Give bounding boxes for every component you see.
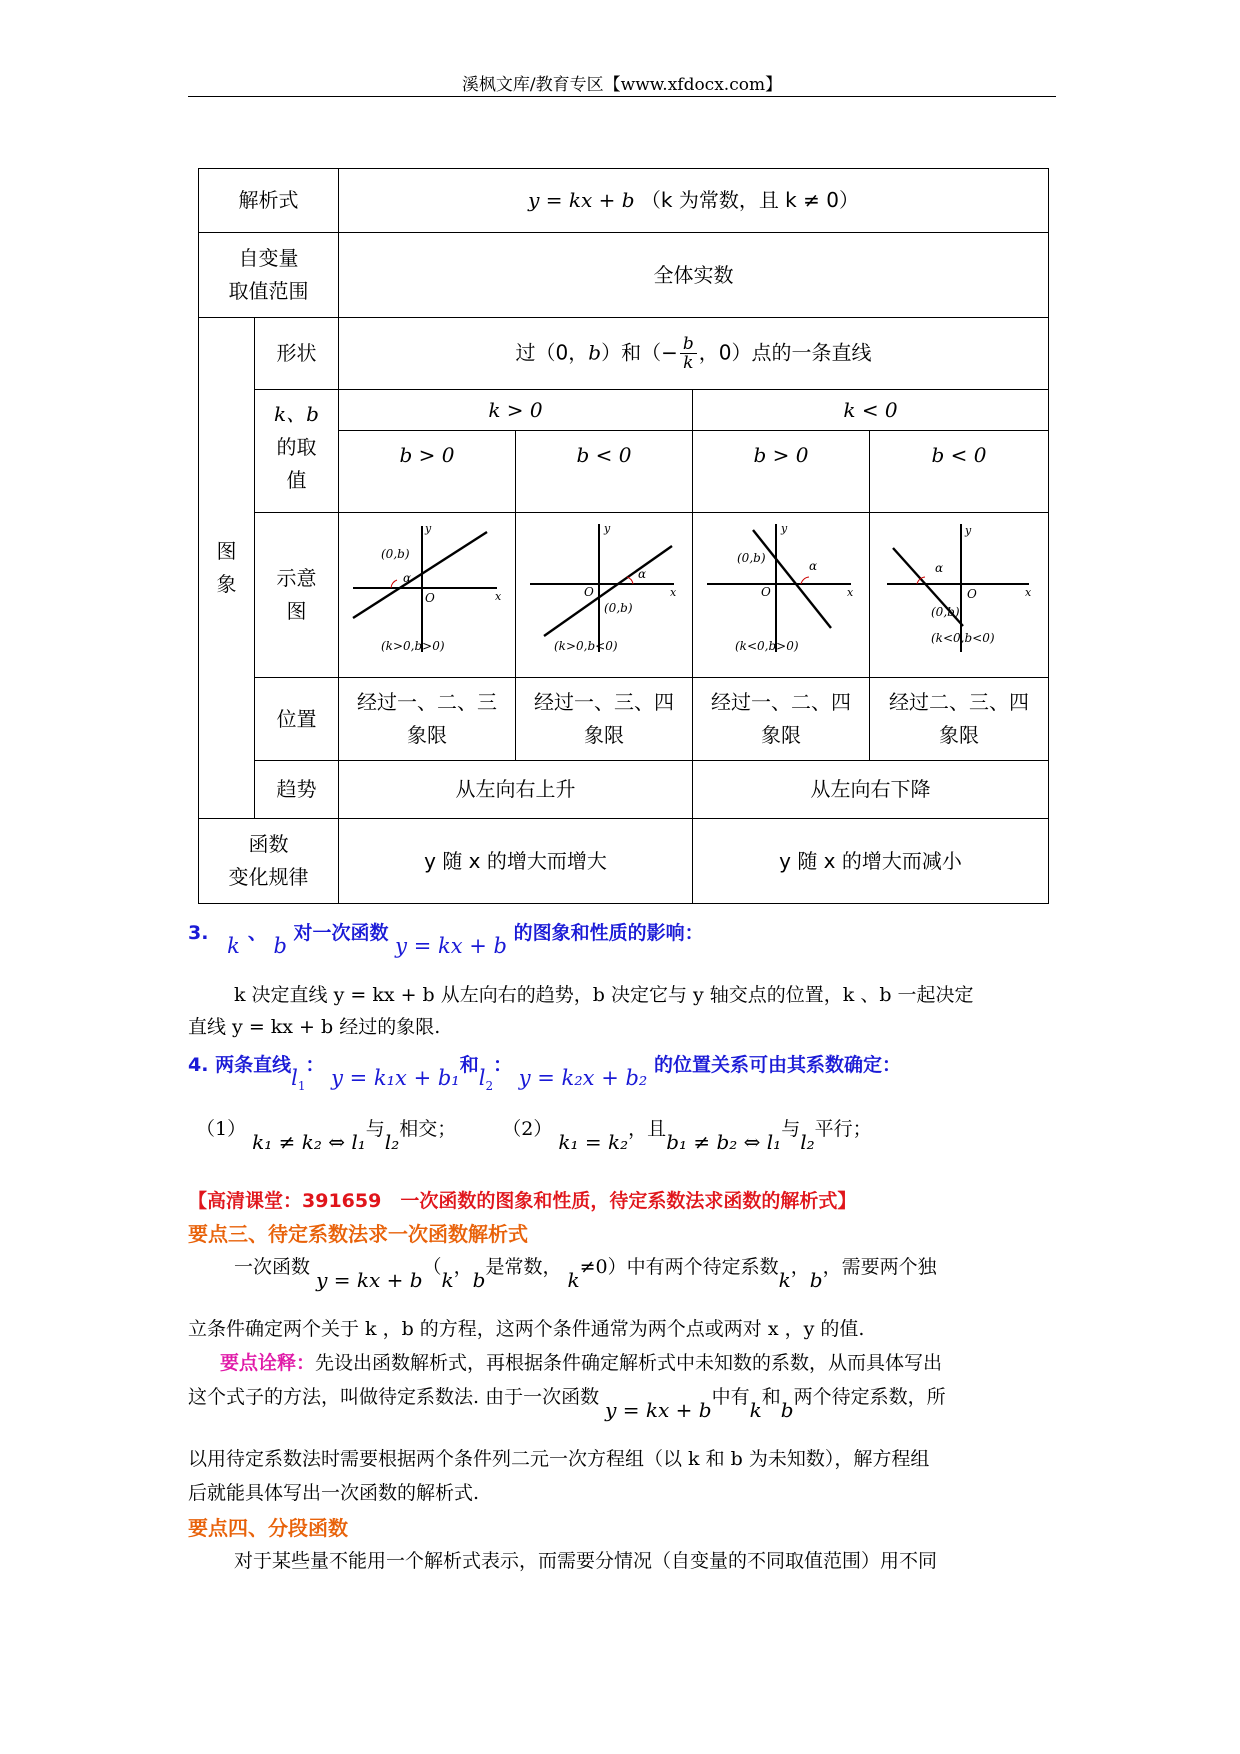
y-label: y	[781, 522, 788, 536]
cond-2-and: ，且	[628, 1118, 667, 1140]
cond-2-prefix: （2）	[502, 1118, 553, 1140]
position-3-line2: 象限	[761, 723, 801, 748]
section-4-text1: 两条直线	[215, 1054, 292, 1076]
analytic-formula-cell	[339, 169, 1049, 233]
position-cell-2	[516, 678, 693, 761]
cond-2-formula-b: b₁ ≠ b₂ ⇔ l₁	[666, 1130, 782, 1154]
k-negative-header: k < 0	[693, 390, 1049, 430]
graph-line	[544, 546, 672, 636]
kp3-p1-b3: b	[809, 1268, 823, 1292]
x-label: x	[847, 586, 854, 600]
shape-fraction	[680, 335, 697, 373]
origin-label: O	[761, 585, 771, 600]
section-4-eq2: y = k₂x + b₂	[518, 1066, 648, 1090]
angle-arc	[801, 577, 809, 584]
key-point-3-note-line3: 以用待定系数法时需要根据两个条件列二元一次方程组（以 k 和 b 为未知数），解方程组	[188, 1448, 930, 1470]
change-decreasing: y 随 x 的增大而减小	[693, 819, 1049, 904]
note-2-eq: y = kx + b	[605, 1398, 712, 1422]
change-label-line1: 函数	[248, 832, 289, 857]
section-3-eq: y = kx + b	[395, 934, 507, 958]
angle-arc	[391, 580, 397, 588]
shape-text-c: ）和（−	[601, 340, 678, 365]
section-3-text2: 的图象和性质的影响：	[513, 922, 704, 944]
change-label-cell	[199, 819, 339, 904]
section-4-number: 4.	[188, 1054, 209, 1076]
kp3-p1-b: （	[422, 1256, 442, 1278]
kb-label-line2: 的取	[276, 435, 317, 460]
cond-2-parallel: 平行；	[814, 1118, 872, 1140]
header-divider	[188, 96, 1056, 97]
sketch-graph-4	[879, 520, 1039, 670]
cond-1-intersect: 相交；	[399, 1118, 457, 1140]
trend-down: 从左向右下降	[693, 760, 1049, 818]
shape-label: 形状	[255, 318, 339, 390]
sketch-cell-3	[693, 513, 870, 678]
page-header: 溪枫文库/教育专区【www.xfdocx.com】	[461, 75, 783, 95]
position-2-line1: 经过一、三、四	[534, 690, 674, 715]
x-label: x	[1025, 586, 1032, 600]
position-label: 位置	[255, 678, 339, 761]
graph-label-cell	[199, 318, 255, 819]
section-4-colon2: ：	[493, 1054, 513, 1076]
y-label: y	[425, 522, 432, 536]
alpha-label: α	[935, 561, 944, 576]
section-3-b: b	[273, 934, 287, 958]
cond-1-prefix: （1）	[196, 1118, 247, 1140]
x-label: x	[495, 590, 502, 604]
section-3-text1: 对一次函数	[293, 922, 389, 944]
sketch-graph-2	[524, 520, 684, 670]
kp3-p1-k2: k	[567, 1268, 580, 1292]
graph-label-line2: 象	[216, 572, 237, 597]
sketch-caption-1: (k>0,b>0)	[381, 639, 445, 654]
section-3-sep: 、	[247, 922, 267, 944]
section-4-eq1: y = k₁x + b₁	[331, 1066, 460, 1090]
point-label: (0,b)	[737, 551, 766, 566]
kp3-p1-f: ，	[790, 1256, 810, 1278]
b-condition-3: b > 0	[693, 430, 870, 513]
key-point-3-note-line4: 后就能具体写出一次函数的解析式.	[188, 1482, 480, 1504]
section-4-l1: $l_1$	[291, 1066, 306, 1094]
cond-2-l2: l₂	[800, 1130, 815, 1154]
cond-1-formula: k₁ ≠ k₂ ⇔ l₁	[252, 1130, 366, 1154]
linear-function-properties-table	[198, 168, 1049, 904]
position-1-line2: 象限	[407, 723, 447, 748]
change-increasing: y 随 x 的增大而增大	[339, 819, 693, 904]
note-2bb: b	[780, 1398, 794, 1422]
key-point-4-title: 要点四、分段函数	[188, 1516, 348, 1540]
shape-text-a: 过（0，	[515, 340, 589, 365]
x-label: x	[670, 586, 677, 600]
domain-label-line1: 自变量	[238, 246, 299, 271]
position-4-line1: 经过二、三、四	[889, 690, 1029, 715]
domain-label-cell	[199, 233, 339, 318]
position-1-line1: 经过一、二、三	[357, 690, 497, 715]
shape-text-d: ，0）点的一条直线	[698, 340, 872, 365]
section-4-heading	[188, 1050, 1058, 1094]
note-2b: 中有	[711, 1386, 750, 1408]
sketch-graph-3	[701, 520, 861, 670]
position-cell-4	[870, 678, 1049, 761]
note-2k: k	[749, 1398, 762, 1422]
y-label: y	[965, 524, 972, 538]
note-2c: 和	[761, 1386, 781, 1408]
domain-value: 全体实数	[339, 233, 1049, 318]
key-point-3-para2: 立条件确定两个关于 k ，b 的方程，这两个条件通常为两个点或两对 x ，y 的值.	[188, 1318, 865, 1340]
domain-label-line2: 取值范围	[228, 279, 309, 304]
b-condition-4: b < 0	[870, 430, 1049, 513]
cond-1-with: 与	[365, 1118, 385, 1140]
kb-label-cell	[255, 390, 339, 513]
cond-1-l2: l₂	[384, 1130, 400, 1154]
shape-fraction-den: k	[683, 353, 694, 374]
position-4-line2: 象限	[939, 723, 979, 748]
kb-label-line1: k、b	[274, 402, 319, 427]
kp3-p1-a: 一次函数	[234, 1256, 311, 1278]
position-cell-1	[339, 678, 516, 761]
trend-up: 从左向右上升	[339, 760, 693, 818]
alpha-label: α	[403, 571, 412, 586]
section-3-body-line2: 直线 y = kx + b 经过的象限.	[188, 1016, 441, 1038]
origin-label: O	[967, 587, 977, 602]
sketch-caption-2: (k>0,b<0)	[554, 639, 618, 654]
section-4-and: 和	[459, 1054, 479, 1076]
key-point-3-note-line1	[220, 1348, 1060, 1375]
graph-line	[353, 532, 487, 618]
b-condition-2: b < 0	[516, 430, 693, 513]
analytic-formula: y = kx + b	[528, 188, 635, 213]
shape-text-b: b	[588, 340, 602, 365]
lesson-banner: 【高清课堂：391659 一次函数的图象和性质，待定系数法求函数的解析式】	[188, 1190, 857, 1212]
kp3-p1-eq: y = kx + b	[316, 1268, 423, 1292]
key-point-3-para1	[234, 1252, 1064, 1292]
graph-label-line1: 图	[216, 539, 237, 564]
kp3-p1-e: ≠0）中有两个待定系数	[579, 1256, 779, 1278]
position-2-line2: 象限	[584, 723, 624, 748]
section-3-heading	[188, 918, 1048, 958]
trend-label: 趋势	[255, 760, 339, 818]
section-3-number: 3.	[188, 922, 209, 944]
analytic-note: （k 为常数，且 k ≠ 0）	[640, 188, 859, 213]
sketch-graph-1	[347, 520, 507, 670]
graph-line	[753, 530, 831, 628]
note-label: 要点诠释：	[220, 1352, 316, 1374]
position-3-line1: 经过一、二、四	[711, 690, 851, 715]
key-point-3-title: 要点三、待定系数法求一次函数解析式	[188, 1222, 528, 1246]
sketch-label-cell	[255, 513, 339, 678]
sketch-label-line2: 图	[286, 599, 307, 624]
analytic-label: 解析式	[199, 169, 339, 233]
change-label-line2: 变化规律	[228, 865, 309, 890]
point-label: (0,b)	[604, 601, 633, 616]
sketch-label-line1: 示意	[276, 566, 317, 591]
key-point-3-note-line2	[188, 1382, 1058, 1422]
alpha-label: α	[809, 559, 818, 574]
shape-fraction-num: b	[680, 335, 697, 355]
sketch-caption-3: (k<0,b>0)	[735, 639, 799, 654]
origin-label: O	[425, 591, 435, 606]
section-4-l2: $l_2$	[478, 1066, 494, 1094]
section-4-text2: 的位置关系可由其系数确定：	[653, 1054, 901, 1076]
sketch-caption-4: (k<0,b<0)	[931, 631, 995, 646]
kp3-p1-g: ，需要两个独	[822, 1256, 937, 1278]
y-label: y	[604, 522, 611, 536]
alpha-label: α	[638, 567, 647, 582]
point-label: (0,b)	[931, 605, 960, 620]
cond-2-with: 与	[781, 1118, 801, 1140]
sketch-cell-2	[516, 513, 693, 678]
position-cell-3	[693, 678, 870, 761]
kp3-p1-k: k	[441, 1268, 454, 1292]
kp3-p1-c: ，	[453, 1256, 473, 1278]
point-label: (0,b)	[381, 547, 410, 562]
section-4-conditions	[196, 1114, 1056, 1154]
shape-description	[339, 318, 1049, 390]
kp3-p1-d: 是常数，	[485, 1256, 562, 1278]
section-3-k: k	[227, 934, 240, 958]
note-2a: 这个式子的方法，叫做待定系数法. 由于一次函数	[188, 1386, 600, 1408]
section-4-colon1: ：	[305, 1054, 325, 1076]
b-condition-1: b > 0	[339, 430, 516, 513]
sketch-cell-1	[339, 513, 516, 678]
note-2d: 两个待定系数，所	[793, 1386, 946, 1408]
key-point-4-para1: 对于某些量不能用一个解析式表示，而需要分情况（自变量的不同取值范围）用不同	[234, 1550, 938, 1572]
cond-2-formula-k: k₁ = k₂	[558, 1130, 629, 1154]
origin-label: O	[584, 585, 594, 600]
kp3-p1-k3: k	[778, 1268, 791, 1292]
kp3-p1-bb: b	[472, 1268, 486, 1292]
section-3-body-line1: k 决定直线 y = kx + b 从左向右的趋势，b 决定它与 y 轴交点的位置，k 、b 一起决定	[234, 984, 974, 1006]
note-text-1: 先设出函数解析式，再根据条件确定解析式中未知数的系数，从而具体写出	[315, 1352, 943, 1374]
sketch-cell-4	[870, 513, 1049, 678]
kb-label-line3: 值	[286, 468, 307, 493]
k-positive-header: k > 0	[339, 390, 693, 430]
